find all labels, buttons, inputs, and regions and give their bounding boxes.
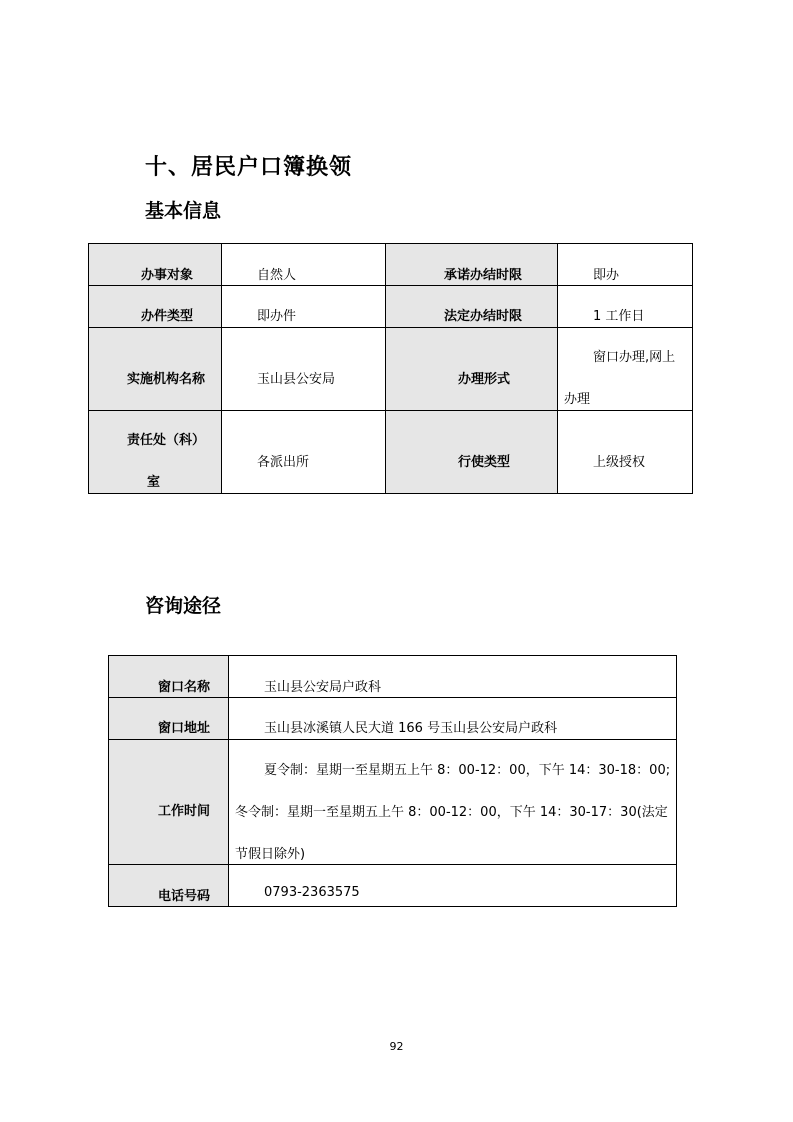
label-text-line2: 室 [147, 475, 161, 490]
label-text: 办理形式 [458, 372, 511, 387]
label-cell [109, 740, 229, 865]
consultation-table [108, 655, 677, 907]
label-text: 承诺办结时限 [444, 268, 523, 283]
value-text-line2: 办理 [564, 392, 591, 407]
value-text: 上级授权 [593, 455, 646, 470]
table-row [109, 656, 677, 698]
value-text-line2: 冬令制：星期一至星期五上午 8：00-12：00，下午 14：30-17：30(法定 [235, 805, 668, 820]
label-cell [386, 244, 558, 286]
value-text-line1: 窗口办理,网上 [593, 350, 676, 365]
label-text: 实施机构名称 [127, 372, 206, 387]
value-cell [558, 328, 693, 411]
value-text: 即办 [593, 268, 620, 283]
label-text: 行使类型 [458, 455, 511, 470]
label-text-line1: 责任处（科） [127, 433, 206, 448]
value-text: 0793-2363575 [264, 885, 360, 900]
label-cell [386, 328, 558, 411]
value-text: 玉山县公安局 [257, 372, 336, 387]
label-cell [386, 411, 558, 494]
value-cell [229, 740, 677, 865]
table-row [109, 698, 677, 740]
label-text: 窗口地址 [157, 721, 210, 736]
value-cell [222, 328, 386, 411]
basic-info-table [88, 243, 693, 494]
label-text: 工作时间 [157, 804, 210, 819]
value-cell [558, 244, 693, 286]
value-text: 玉山县公安局户政科 [264, 680, 382, 695]
label-cell [89, 286, 222, 328]
consultation-heading: 咨询途径 [145, 595, 222, 617]
value-text: 自然人 [257, 268, 297, 283]
label-cell [109, 865, 229, 907]
value-cell [222, 286, 386, 328]
label-text: 办事对象 [141, 268, 194, 283]
label-cell [109, 698, 229, 740]
value-text: 各派出所 [257, 455, 310, 470]
value-cell [558, 411, 693, 494]
value-cell [222, 411, 386, 494]
table-row [89, 244, 693, 286]
table-row [109, 865, 677, 907]
page-number: 92 [389, 1040, 404, 1053]
table-row [89, 328, 693, 411]
label-cell [89, 411, 222, 494]
value-cell [229, 656, 677, 698]
page-title: 十、居民户口簿换领 [145, 155, 353, 180]
label-cell [109, 656, 229, 698]
value-cell [558, 286, 693, 328]
label-cell [89, 328, 222, 411]
label-text: 电话号码 [157, 889, 210, 904]
value-text-line3: 节假日除外) [235, 847, 306, 862]
value-text: 玉山县冰溪镇人民大道 166 号玉山县公安局户政科 [264, 721, 558, 736]
value-cell [229, 698, 677, 740]
table-row [89, 411, 693, 494]
label-cell [89, 244, 222, 286]
table-row [109, 740, 677, 865]
value-cell [229, 865, 677, 907]
table-row [89, 286, 693, 328]
value-cell [222, 244, 386, 286]
value-text: 即办件 [257, 309, 297, 324]
label-cell [386, 286, 558, 328]
value-text: 1 工作日 [593, 309, 645, 324]
label-text: 法定办结时限 [444, 309, 523, 324]
label-text: 办件类型 [141, 309, 194, 324]
basic-info-heading: 基本信息 [145, 200, 222, 222]
value-text-line1: 夏令制：星期一至星期五上午 8：00-12：00，下午 14：30-18：00; [264, 763, 671, 778]
label-text: 窗口名称 [157, 680, 210, 695]
